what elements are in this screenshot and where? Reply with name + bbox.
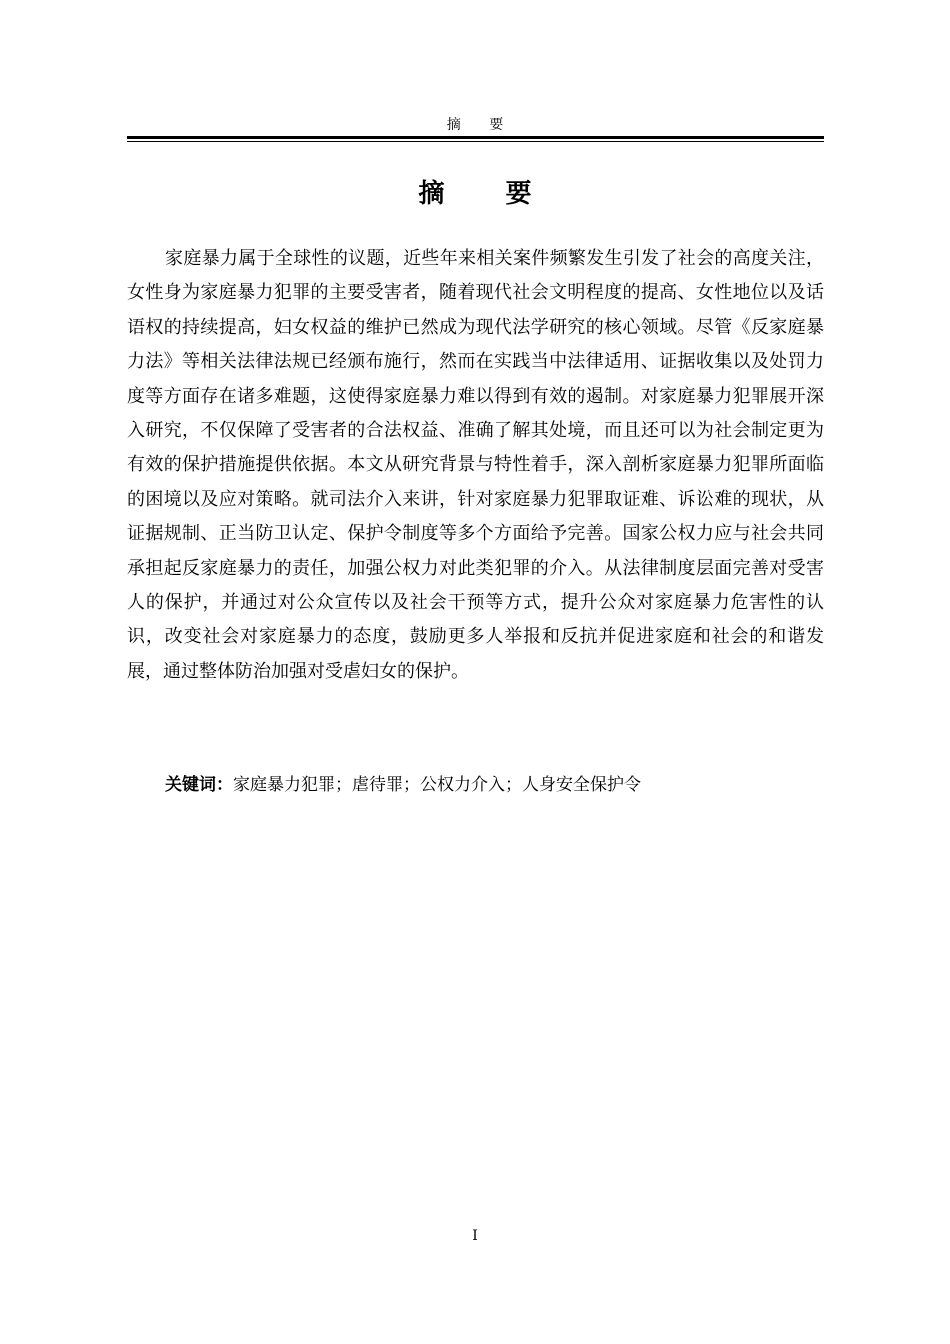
header-rule-thick <box>127 136 824 139</box>
abstract-body: 家庭暴力属于全球性的议题，近些年来相关案件频繁发生引发了社会的高度关注，女性身为家庭暴力犯罪的主要受害者，随着现代社会文明程度的提高、女性地位以及话语权的持续提高，妇女权益的维护已然成为现代法学研究的核心领域。尽管《反家庭暴力法》等相关法律法规已经颁布施行，然而在实践当中法律适用、证据收集以及处罚力度等方面存在诸多难题，这使得家庭暴力难以得到有效的遏制。对家庭暴力犯罪展开深入研究，不仅保障了受害者的合法权益、准确了解其处境，而且还可以为社会制定更为有效的保护措施提供依据。本文从研究背景与特性着手，深入剖析家庭暴力犯罪所面临的困境以及应对策略。就司法介入来讲，针对家庭暴力犯罪取证难、诉讼难的现状，从证据规制、正当防卫认定、保护令制度等多个方面给予完善。国家公权力应与社会共同承担起反家庭暴力的责任，加强公权力对此类犯罪的介入。从法律制度层面完善对受害人的保护，并通过对公众宣传以及社会干预等方式，提升公众对家庭暴力危害性的认识，改变社会对家庭暴力的态度，鼓励更多人举报和反抗并促进家庭和社会的和谐发展，通过整体防治加强对受虐妇女的保护。 <box>127 248 824 682</box>
keywords-label: 关键词： <box>165 775 233 795</box>
keywords-line <box>165 769 641 801</box>
keywords-text: 家庭暴力犯罪；虐待罪；公权力介入；人身安全保护令 <box>233 775 641 795</box>
header-rule-thin <box>127 141 824 142</box>
running-header: 摘 要 <box>446 117 516 133</box>
page-title: 摘 要 <box>418 179 558 209</box>
page-number: I <box>472 1228 478 1244</box>
